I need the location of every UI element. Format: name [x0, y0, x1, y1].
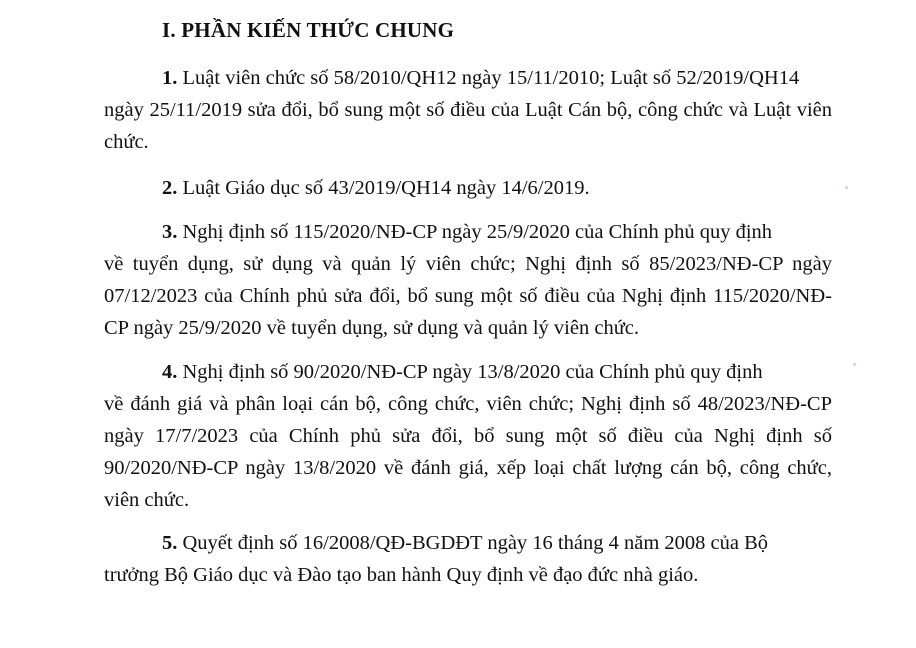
list-item-first-line	[104, 216, 832, 248]
list-item-text: Luật viên chức số 58/2010/QH12 ngày 15/11/2010; Luật số 52/2019/QH14	[182, 67, 800, 89]
list-item-first-line	[104, 527, 832, 559]
list-item-number: 1.	[162, 67, 178, 89]
list-item-continuation: về đánh giá và phân loại cán bộ, công chức, viên chức; Nghị định số 48/2023/NĐ-CP ngày 17/7/2023 của Chính phủ sửa đổi, bổ sung một số điều của Nghị định số 90/2020/NĐ-CP ngày 13/8/2020 về đánh giá, xếp loại chất lượng cán bộ, công chức, viên chức.	[104, 393, 832, 511]
list-item	[104, 172, 832, 204]
list-item-first-line	[104, 62, 832, 94]
list-item-first-line	[104, 356, 832, 388]
list-item-text: Quyết định số 16/2008/QĐ-BGDĐT ngày 16 tháng 4 năm 2008 của Bộ	[182, 532, 769, 554]
list-item-continuation: trưởng Bộ Giáo dục và Đào tạo ban hành Quy định về đạo đức nhà giáo.	[104, 564, 699, 586]
list-item	[104, 527, 832, 591]
list-item-number: 5.	[162, 532, 178, 554]
list-item	[104, 62, 832, 158]
scan-speck	[853, 363, 856, 366]
section-heading: I. PHẦN KIẾN THỨC CHUNG	[162, 18, 455, 42]
list-item-first-line	[104, 172, 832, 204]
scan-speck	[845, 186, 848, 189]
list-item-number: 3.	[162, 221, 178, 243]
list-item-text: Nghị định số 115/2020/NĐ-CP ngày 25/9/2020 của Chính phủ quy định	[182, 221, 773, 243]
list-item-number: 4.	[162, 361, 178, 383]
list-item-number: 2.	[162, 177, 178, 199]
list-item	[104, 356, 832, 516]
list-item-continuation: về tuyển dụng, sử dụng và quản lý viên chức; Nghị định số 85/2023/NĐ-CP ngày 07/12/2023 của Chính phủ sửa đổi, bổ sung một số điều của Nghị định 115/2020/NĐ-CP ngày 25/9/2020 về tuyển dụng, sử dụng và quản lý viên chức.	[104, 253, 832, 339]
list-item-continuation: ngày 25/11/2019 sửa đổi, bổ sung một số điều của Luật Cán bộ, công chức và Luật viên chức.	[104, 99, 832, 153]
list-item-text: Luật Giáo dục số 43/2019/QH14 ngày 14/6/2019.	[182, 177, 590, 199]
list-item	[104, 216, 832, 344]
list-item-text: Nghị định số 90/2020/NĐ-CP ngày 13/8/2020 của Chính phủ quy định	[182, 361, 763, 383]
